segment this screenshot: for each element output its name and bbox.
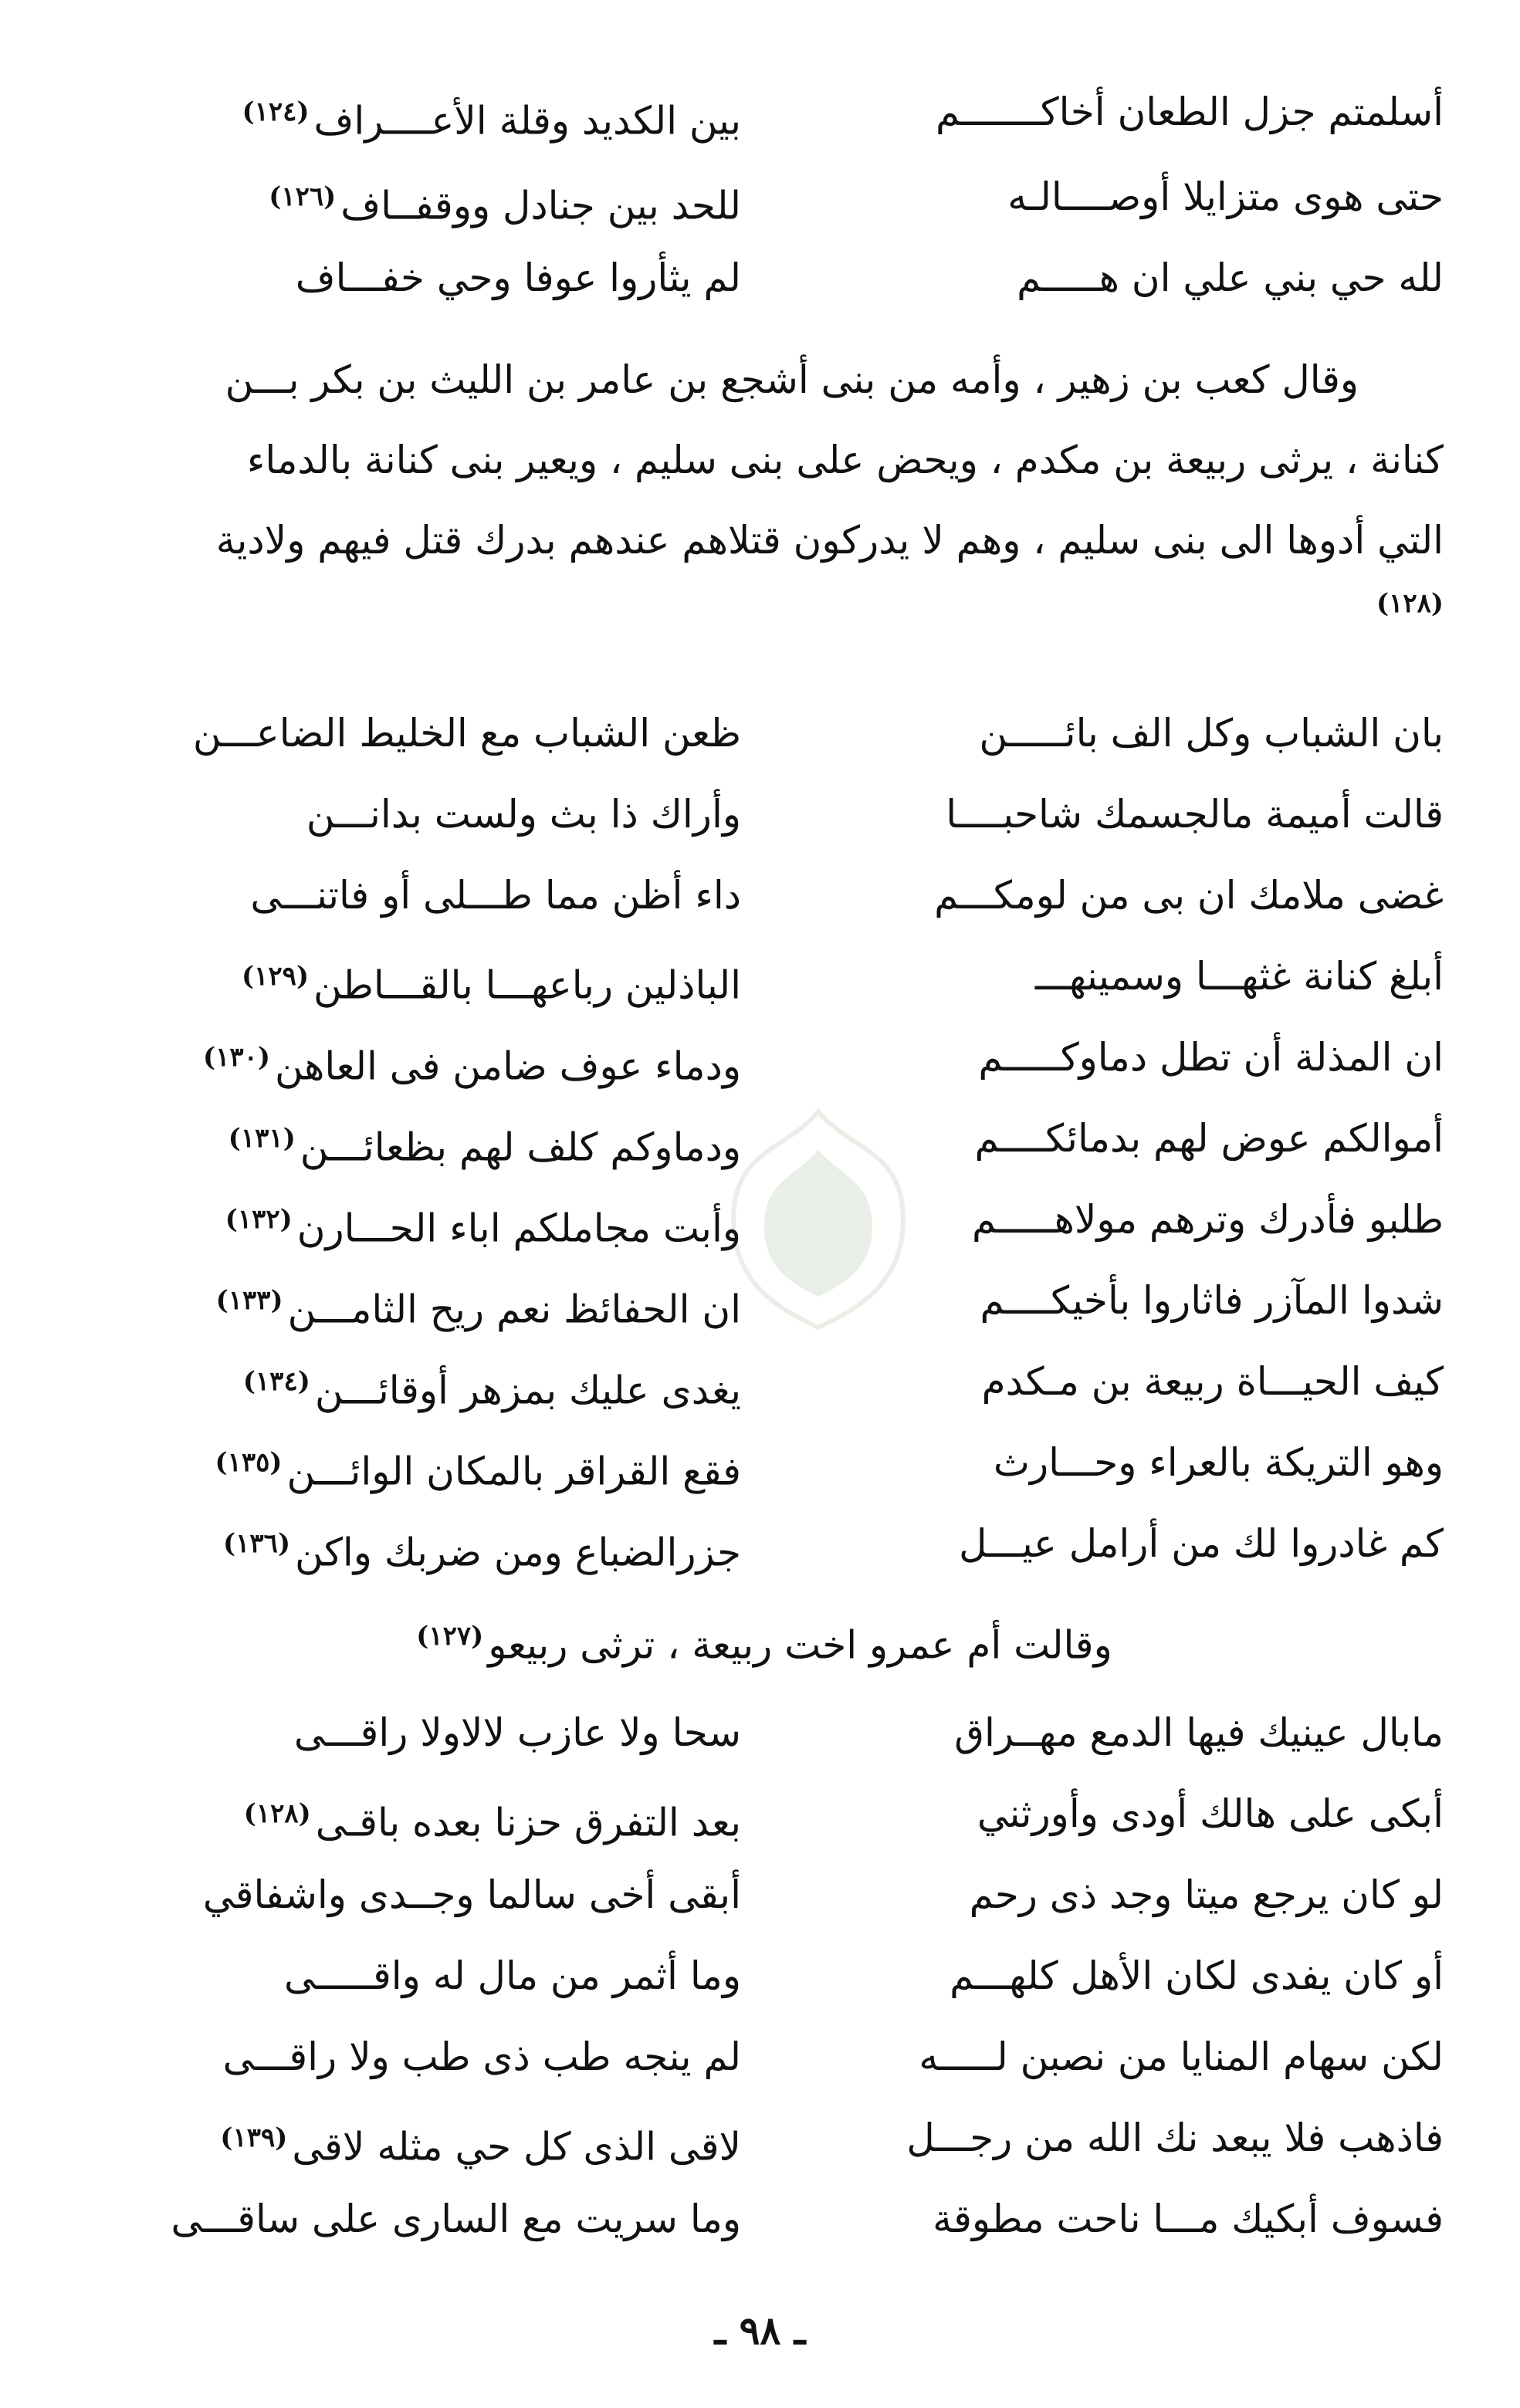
section-heading: [85, 1594, 1444, 1679]
verse-second-hemistich: [85, 695, 741, 772]
verse-text: ودماء عوف ضامن فى العاهن: [274, 1043, 741, 1089]
footnote-marker: (١٢٨): [1376, 588, 1444, 619]
verse-first-hemistich: فسوف أبكيك مـــا ناحت مطوقة: [933, 2197, 1444, 2241]
verse-first-hemistich: مابال عينيك فيها الدمع مهــراق: [954, 1710, 1444, 1755]
verse-text: الباذلين رباعهـــا بالقـــاطن: [313, 962, 741, 1008]
verse-first-hemistich: أبكى على هالك أودى وأورثني: [977, 1791, 1444, 1836]
verse: [85, 938, 1444, 1015]
verse-second-hemistich: [85, 2018, 741, 2095]
verse-text: فقع القراقر بالمكان الوائـــن: [286, 1449, 741, 1494]
page-number: ـ ٩٨ ـ: [714, 2308, 806, 2353]
verse-second-hemistich: [85, 1775, 741, 1852]
verse-first-hemistich: أموالكم عوض لهم بدمائكــــم: [974, 1116, 1444, 1161]
footnote-marker: (١٣١): [228, 1123, 296, 1154]
verse-text: ان الحفائظ نعم ريح الثامـــن: [287, 1287, 741, 1332]
verse-second-hemistich: [85, 2180, 741, 2258]
verse-text: وما أثمر من مال له واقـــــى: [283, 1953, 741, 1998]
verse: [85, 1694, 1444, 1771]
verse-second-hemistich: [85, 1505, 741, 1582]
prose-line: وقال كعب بن زهير ، وأمه من بنى أشجع بن عامر بن الليث بن بكر بـــن: [225, 357, 1359, 402]
verse-first-hemistich: فاذهب فلا يبعد نك الله من رجـــل: [906, 2115, 1444, 2160]
verse: [85, 1262, 1444, 1339]
verse-text: يغدى عليك بمزهر أوقائـــن: [314, 1368, 741, 1413]
verse-first-hemistich: كم غادروا لك من أرامل عيـــل: [959, 1521, 1444, 1566]
verse: [85, 776, 1444, 853]
verse-second-hemistich: [85, 1856, 741, 1933]
verse-first-hemistich: أو كان يفدى لكان الأهل كلهـــم: [950, 1953, 1444, 1998]
verse-second-hemistich: [85, 73, 741, 150]
verse-second-hemistich: [85, 239, 741, 316]
verse-first-hemistich: لكن سهام المنايا من نصبن لـــــه: [919, 2034, 1444, 2079]
verse-second-hemistich: [85, 2099, 741, 2176]
verse: [85, 1343, 1444, 1420]
verse-first-hemistich: لو كان يرجع ميتا وجد ذى رحم: [969, 1872, 1444, 1917]
verse-second-hemistich: [85, 158, 741, 235]
footnote-marker: (١٢٨): [243, 1798, 311, 1829]
verse: [85, 1775, 1444, 1852]
verse: [85, 73, 1444, 150]
verse-first-hemistich: قالت أميمة مالجسمك شاحبــــا: [946, 792, 1444, 837]
verse-text: للحد بين جنادل ووقفــاف: [340, 183, 741, 228]
verse-first-hemistich: غضى ملامك ان بى من لومكـــم: [934, 873, 1444, 918]
footnote-marker: (١٢٧): [416, 1621, 484, 1652]
verse: [85, 1019, 1444, 1096]
prose-line: التي أدوها الى بنى سليم ، وهم لا يدركون قتلاهم عندهم بدرك قتل فيهم ولادية: [215, 518, 1444, 563]
verse-second-hemistich: [85, 857, 741, 934]
verse-text: وأبت مجاملكم اباء الحـــارن: [296, 1206, 741, 1251]
verse-second-hemistich: [85, 776, 741, 853]
verse-first-hemistich: شدوا المآزر فاثاروا بأخيكــــم: [980, 1278, 1444, 1323]
verse-text: لاقى الذى كل حي مثله لاقى: [292, 2124, 741, 2170]
verse: [85, 857, 1444, 934]
verse: [85, 1181, 1444, 1258]
verse-second-hemistich: [85, 1100, 741, 1177]
verse: [85, 2018, 1444, 2095]
verse-second-hemistich: [85, 938, 741, 1015]
verse-first-hemistich: أبلغ كنانة غثهـــا وسمينهـــ: [1034, 954, 1444, 999]
intro-paragraph: [85, 340, 1444, 627]
verse-text: لم ينجه طب ذى طب ولا راقـــى: [222, 2034, 741, 2079]
verse-first-hemistich: ان المذلة أن تطل دماوكـــــم: [978, 1035, 1444, 1080]
verse: [85, 1100, 1444, 1177]
verse-first-hemistich: حتى هوى متزايلا أوصــــالـه: [1007, 174, 1444, 219]
verse-second-hemistich: [85, 1343, 741, 1420]
verse: [85, 1424, 1444, 1501]
footnote-marker: (١٣٢): [225, 1204, 293, 1235]
verse: [85, 695, 1444, 772]
footnote-marker: (١٣٣): [215, 1285, 283, 1316]
verse-text: أبقى أخى سالما وجــدى واشفاقي: [202, 1872, 741, 1917]
verse-second-hemistich: [85, 1424, 741, 1501]
verse: [85, 239, 1444, 316]
verse-text: لم يثأروا عوفا وحي خفـــاف: [295, 255, 741, 300]
verse-text: ودماوكم كلف لهم بظعائـــن: [300, 1125, 741, 1170]
verse-second-hemistich: [85, 1181, 741, 1258]
footnote-marker: (١٢٦): [269, 181, 337, 212]
footnote-marker: (١٣٠): [202, 1042, 270, 1073]
verse-first-hemistich: وهو التريكة بالعراء وحـــارث: [993, 1440, 1444, 1485]
verse-text: ظعن الشباب مع الخليط الضاعـــن: [192, 711, 741, 756]
verse: [85, 1937, 1444, 2014]
verse-second-hemistich: [85, 1937, 741, 2014]
verse: [85, 2099, 1444, 2176]
verse-second-hemistich: [85, 1694, 741, 1771]
heading-text: وقالت أم عمرو اخت ربيعة ، ترثى ربيعو: [488, 1622, 1112, 1668]
verse: [85, 1505, 1444, 1582]
footnote-marker: (١٣٥): [215, 1447, 283, 1478]
prose-line: كنانة ، يرثى ربيعة بن مكدم ، ويحض على بنى سليم ، ويعير بنى كنانة بالدماء: [246, 438, 1444, 482]
verse-first-hemistich: بان الشباب وكل الف بائـــــن: [979, 711, 1444, 756]
footnote-marker: (١٣٤): [242, 1366, 310, 1397]
verse-text: بعد التفرق حزنا بعده باقـى: [315, 1800, 741, 1845]
verse-text: داء أظن مما طـــلى أو فاتنـــى: [250, 873, 741, 918]
footnote-marker: (١٢٤): [242, 96, 310, 127]
verse-first-hemistich: أسلمتم جزل الطعان أخاكـــــــم: [936, 90, 1444, 134]
verse-text: جزرالضباع ومن ضربك واكن: [295, 1530, 741, 1575]
verse-first-hemistich: طلبو فأدرك وترهم مولاهـــــم: [971, 1197, 1444, 1242]
verse-first-hemistich: لله حي بني علي ان هـــــم: [1017, 255, 1444, 300]
footnote-marker: (١٢٩): [242, 961, 310, 992]
verse-first-hemistich: كيف الحيـــاة ربيعة بن مـكدم: [981, 1359, 1444, 1404]
verse: [85, 158, 1444, 235]
verse-text: سحا ولا عازب لالاولا راقـــى: [293, 1710, 741, 1755]
footnote-marker: (١٣٦): [223, 1528, 291, 1559]
verse-text: وما سريت مع السارى على ساقـــى: [171, 2197, 741, 2241]
verse-second-hemistich: [85, 1019, 741, 1096]
verse-text: بين الكديد وقلة الأعــــراف: [313, 98, 741, 144]
verse-text: وأراك ذا بث ولست بدانـــن: [306, 792, 741, 837]
verse: [85, 1856, 1444, 1933]
verse: [85, 2180, 1444, 2258]
verse-second-hemistich: [85, 1262, 741, 1339]
footnote-marker: (١٣٩): [220, 2122, 288, 2153]
